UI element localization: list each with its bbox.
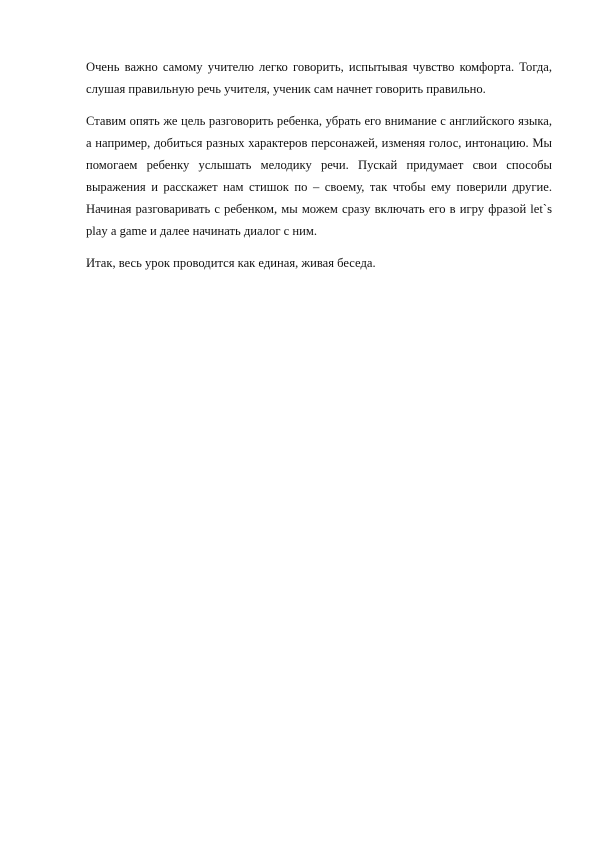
document-body (86, 56, 552, 284)
paragraph-engage-child: Ставим опять же цель разговорить ребенка, убрать его внимание с английского языка, а например, добиться разных характеров персонажей, изменяя голос, интонацию. Мы помогаем ребенку услышать мелодику речи. Пускай придумает свои способы выражения и расскажет нам стишок по – своему, так чтобы ему поверили другие. Начиная разговаривать с ребенком, мы можем сразу включать его в игру фразой let`s play a game и далее начинать диалог с ним. (86, 114, 552, 238)
paragraph-lesson-conversation: Итак, весь урок проводится как единая, живая беседа. (86, 256, 376, 270)
paragraph-teacher-comfort: Очень важно самому учителю легко говорить, испытывая чувство комфорта. Тогда, слушая правильную речь учителя, ученик сам начнет говорить правильно. (86, 60, 552, 96)
